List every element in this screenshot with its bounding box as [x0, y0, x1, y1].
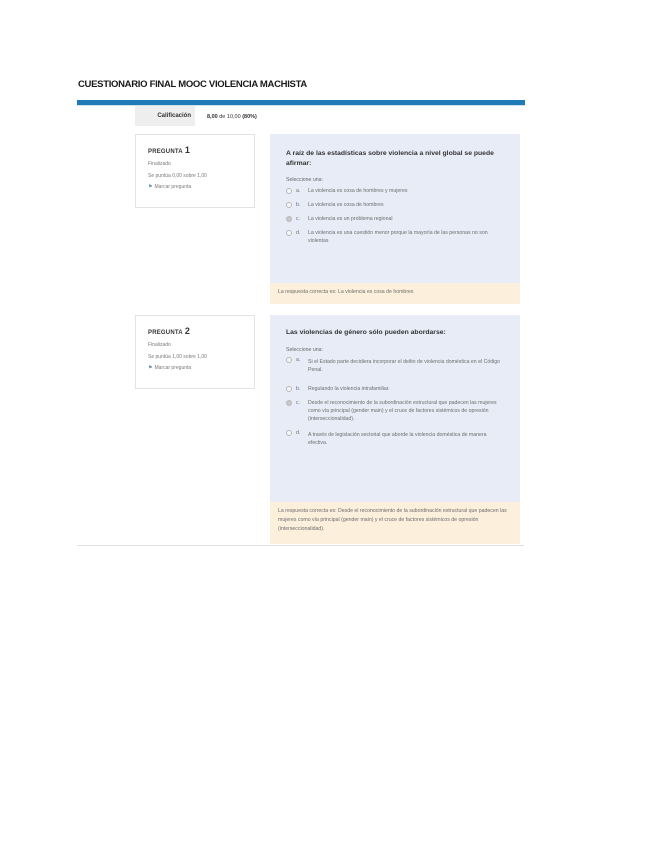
- grade-value: [207, 106, 257, 128]
- radio-button[interactable]: [286, 386, 292, 392]
- radio-button[interactable]: [286, 357, 292, 363]
- grade-percent: (80%): [242, 114, 257, 120]
- flag-question-link[interactable]: ⚑ Marcar pregunta: [148, 184, 192, 190]
- answer-option-c[interactable]: c. Desde el reconocimiento de la subordinación estructural que padecen las mujeres como vía principal (gender main) y el cruce de factores sistémicos de opresión (interseccionalidad).: [286, 399, 506, 423]
- flag-icon: ⚑: [148, 365, 153, 371]
- header-bar: [77, 100, 525, 105]
- radio-button-selected[interactable]: [286, 216, 292, 222]
- question-number: 1: [184, 145, 191, 155]
- question-info-2: [135, 315, 255, 389]
- question-text: Las violencias de género sólo pueden abordarse:: [286, 329, 446, 336]
- radio-button[interactable]: [286, 188, 292, 194]
- flag-icon: ⚑: [148, 184, 153, 190]
- flag-question-link[interactable]: ⚑ Marcar pregunta: [148, 365, 192, 371]
- answer-option-d[interactable]: d. La violencia es una cuestión menor porque la mayoría de las personas no son violentas: [286, 229, 506, 245]
- question-info-1: [135, 134, 255, 208]
- answer-prompt: Seleccione una:: [286, 177, 323, 183]
- bottom-divider: [77, 545, 524, 546]
- question-status: Finalizado: [148, 342, 171, 348]
- question-points: Se puntúa 1,00 sobre 1,00: [148, 354, 207, 360]
- grade-label: Calificación: [135, 106, 195, 126]
- answer-option-a[interactable]: a. Si el Estado parte decidiera incorporar el delito de violencia doméstica en el Código Penal.: [286, 356, 506, 374]
- answer-option-a[interactable]: a. La violencia es cosa de hombres y mujeres: [286, 187, 506, 195]
- grade-score: 8,00: [207, 114, 218, 120]
- answer-option-c[interactable]: c. La violencia es un problema regional: [286, 215, 506, 223]
- answer-option-d[interactable]: d. A través de legislación sectorial que aborde la violencia doméstica de manera efectiva.: [286, 429, 506, 447]
- question-text: A raíz de las estadísticas sobre violencia a nivel global se puede afirmar:: [286, 150, 494, 167]
- feedback-correct-answer-1: La respuesta correcta es: La violencia es cosa de hombres: [270, 283, 520, 304]
- radio-button[interactable]: [286, 202, 292, 208]
- question-status: Finalizado: [148, 161, 171, 167]
- radio-button-selected[interactable]: [286, 400, 292, 406]
- feedback-correct-answer-2: La respuesta correcta es: Desde el reconocimiento de la subordinación estructural que padecen las mujeres como vía principal (gender main) y el cruce de factores sistémicos de opresión (interseccionalidad).: [270, 502, 520, 544]
- radio-button[interactable]: [286, 230, 292, 236]
- question-label: PREGUNTA 1: [148, 145, 191, 155]
- document-title: CUESTIONARIO FINAL MOOC VIOLENCIA MACHISTA: [78, 79, 307, 90]
- answer-option-b[interactable]: b. La violencia es cosa de hombres: [286, 201, 506, 209]
- answer-option-b[interactable]: b. Regulando la violencia intrafamiliar.: [286, 385, 506, 393]
- grade-rest: de 10,00: [217, 114, 243, 120]
- question-number: 2: [184, 326, 191, 336]
- question-content-1: [270, 134, 520, 283]
- question-content-2: [270, 315, 520, 502]
- question-label: PREGUNTA 2: [148, 326, 191, 336]
- radio-button[interactable]: [286, 430, 292, 436]
- answer-prompt: Seleccione una:: [286, 347, 323, 353]
- grade-row: [135, 106, 525, 126]
- question-points: Se puntúa 0,00 sobre 1,00: [148, 173, 207, 179]
